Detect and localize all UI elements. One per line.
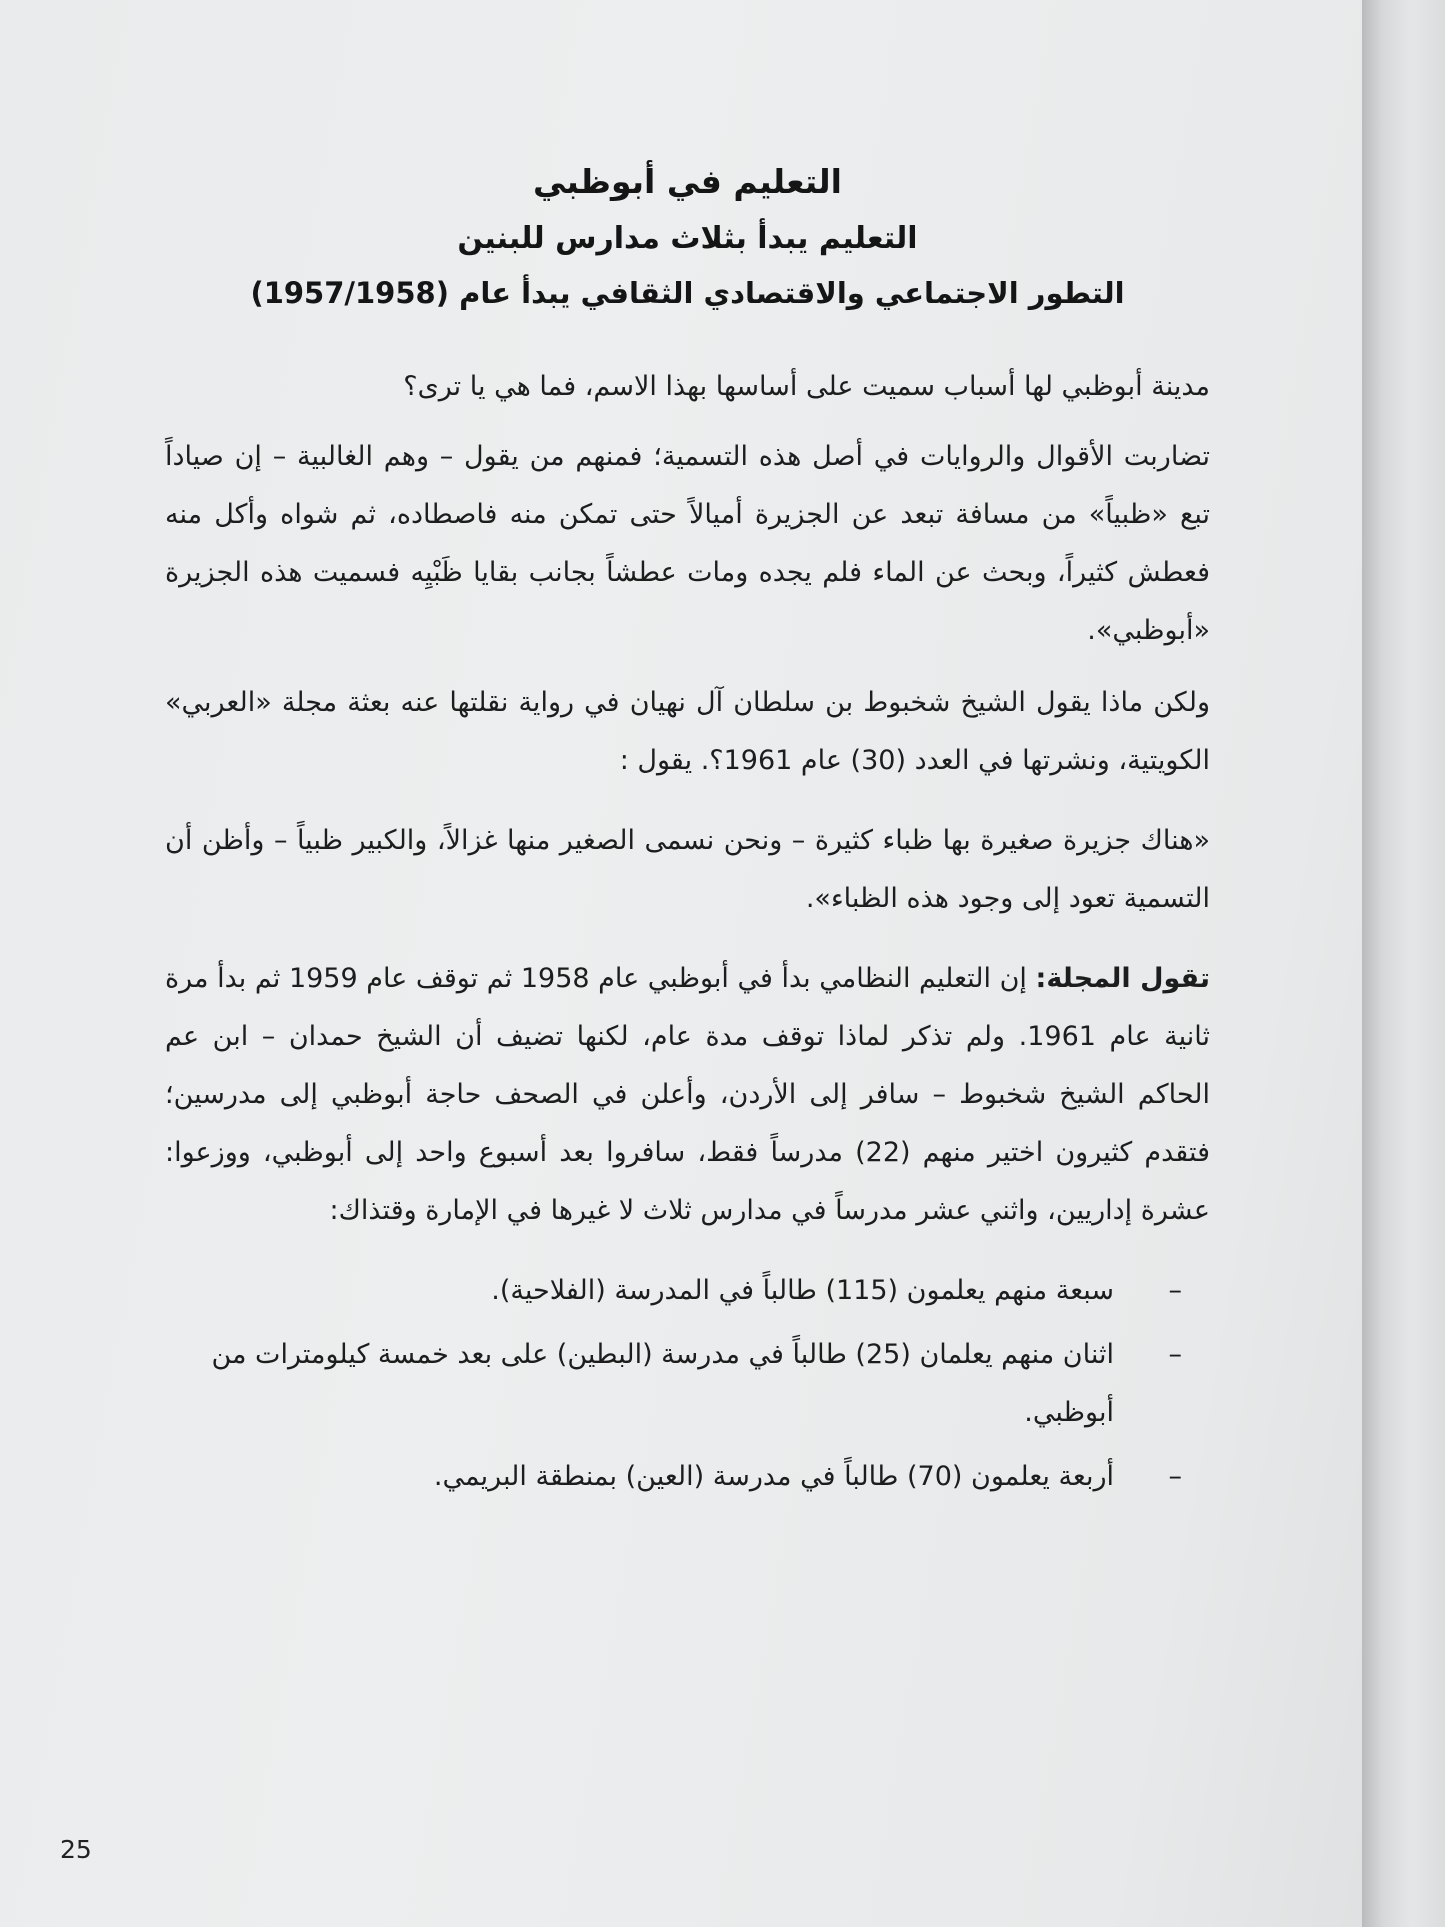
list-item xyxy=(165,1326,1210,1442)
list-item xyxy=(165,1448,1210,1506)
paragraph-5-lead: تقول المجلة: xyxy=(1035,963,1210,994)
list-item-text: سبعة منهم يعلمون (115) طالباً في المدرسة (الفلاحية). xyxy=(491,1275,1114,1306)
paragraph-1: مدينة أبوظبي لها أسباب سميت على أساسها بهذا الاسم، فما هي يا ترى؟ xyxy=(403,371,1210,402)
book-gutter xyxy=(1362,0,1445,1927)
dash-bullet: – xyxy=(1168,1275,1182,1306)
list-item-text: اثنان منهم يعلمان (25) طالباً في مدرسة (البطين) على بعد خمسة كيلومترات من أبوظبي. xyxy=(211,1339,1114,1428)
list-item xyxy=(165,1262,1210,1320)
dash-bullet: – xyxy=(1168,1461,1182,1492)
schools-list xyxy=(165,1262,1210,1506)
paragraph-5 xyxy=(165,950,1210,1240)
dash-bullet: – xyxy=(1168,1339,1182,1370)
page-content xyxy=(165,150,1210,1512)
paragraph-quote: «هناك جزيرة صغيرة بها ظباء كثيرة – ونحن نسمى الصغير منها غزالاً، والكبير ظبياً – وأظن أن التسمية تعود إلى وجود هذه الظباء». xyxy=(165,825,1210,914)
page-title: التعليم في أبوظبي xyxy=(533,162,842,201)
page-subtitle: التعليم يبدأ بثلاث مدارس للبنين xyxy=(457,221,918,256)
page-number: 25 xyxy=(60,1835,92,1864)
page-subtitle-2: التطور الاجتماعي والاقتصادي الثقافي يبدأ عام (1957/1958) xyxy=(250,276,1125,310)
list-item-text: أربعة يعلمون (70) طالباً في مدرسة (العين) بمنطقة البريمي. xyxy=(433,1461,1114,1492)
paragraph-5-body: إن التعليم النظامي بدأ في أبوظبي عام 1958 ثم توقف عام 1959 ثم بدأ مرة ثانية عام 1961. ولم تذكر لماذا توقف مدة عام، لكنها تضيف أن الشيخ حمدان – ابن عم الحاكم الشيخ شخبوط – سافر إلى الأردن، وأعلن في الصحف حاجة أبوظبي إلى مدرسين؛ فتقدم كثيرون اختير منهم (22) مدرساً فقط، سافروا بعد أسبوع واحد إلى أبوظبي، ووزعوا: عشرة إداريين، واثني عشر مدرساً في مدارس ثلاث لا غيرها في الإمارة وقتذاك: xyxy=(165,963,1210,1226)
paragraph-3: ولكن ماذا يقول الشيخ شخبوط بن سلطان آل نهيان في رواية نقلتها عنه بعثة مجلة «العربي» الكويتية، ونشرتها في العدد (30) عام 1961؟. يقول : xyxy=(165,687,1210,776)
paragraph-2: تضاربت الأقوال والروايات في أصل هذه التسمية؛ فمنهم من يقول – وهم الغالبية – إن صياداً تبع «ظبياً» من مسافة تبعد عن الجزيرة أميالاً حتى تمكن منه فاصطاده، ثم شواه وأكل منه فعطش كثيراً، وبحث عن الماء فلم يجده ومات عطشاً بجانب بقايا ظَبْيِه فسميت هذه الجزيرة «أبوظبي». xyxy=(165,441,1210,646)
